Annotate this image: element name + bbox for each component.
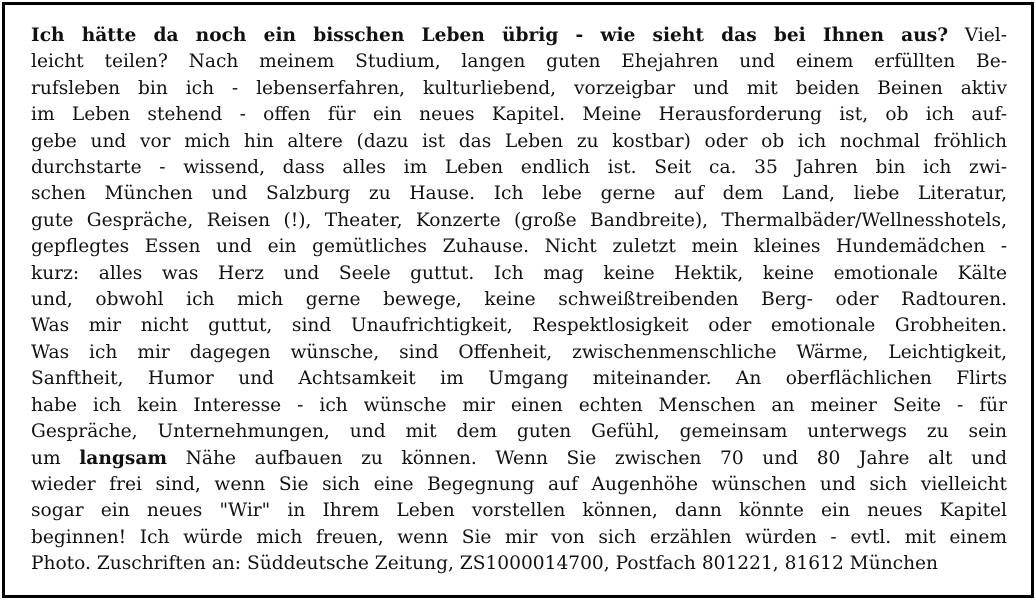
ad-line: gepflegtes Essen und ein gemütliches Zuhause. Nicht zuletzt mein kleines Hundemädchen -	[31, 236, 1007, 258]
ad-line: schen München und Salzburg zu Hause. Ich lebe gerne auf dem Land, liebe Literatur,	[31, 183, 1007, 205]
ad-line-1-rest: Viel-	[964, 25, 1007, 46]
ad-line: Was mir nicht guttut, sind Unaufrichtigkeit, Respektlosigkeit oder emotionale Grobheiten.	[31, 315, 1007, 337]
ad-line: leicht teilen? Nach meinem Studium, langen guten Ehejahren und einem erfüllten Be-	[31, 51, 1007, 73]
ad-line: und, obwohl ich mich gerne bewege, keine schweißtreibenden Berg- oder Radtouren.	[31, 289, 1007, 311]
ad-line: im Leben stehend - offen für ein neues Kapitel. Meine Herausforderung ist, ob ich auf-	[31, 104, 1007, 126]
ad-line: habe ich kein Interesse - ich wünsche mir einen echten Menschen an meiner Seite - für	[31, 394, 1007, 416]
ad-line: Gespräche, Unternehmungen, und mit dem guten Gefühl, gemeinsam unterwegs zu sein	[31, 421, 1007, 443]
ad-line-17	[31, 446, 1007, 472]
ad-emphasis-langsam: langsam	[79, 447, 168, 469]
ad-line: Was ich mir dagegen wünsche, sind Offenheit, zwischenmenschliche Wärme, Leichtigkeit,	[31, 341, 1007, 363]
ad-line: sogar ein neues "Wir" in Ihrem Leben vorstellen können, dann könnte ein neues Kapitel	[31, 500, 1007, 522]
ad-line: durchstarte - wissend, dass alles im Leben endlich ist. Seit ca. 35 Jahren bin ich zwi-	[31, 157, 1007, 179]
ad-line: kurz: alles was Herz und Seele guttut. Ich mag keine Hektik, keine emotionale Kälte	[31, 262, 1007, 284]
ad-line: rufsleben bin ich - lebenserfahren, kulturliebend, vorzeigbar und mit beiden Beinen aktiv	[31, 77, 1007, 99]
ad-line-17-post: Nähe aufbauen zu können. Wenn Sie zwischen 70 und 80 Jahre alt und	[185, 447, 1007, 469]
ad-line: gute Gespräche, Reisen (!), Theater, Konzerte (große Bandbreite), Thermalbäder/Wellnesshotels,	[31, 209, 1007, 231]
ad-line-17-pre: um	[31, 447, 61, 469]
ad-line: Sanftheit, Humor und Achtsamkeit im Umgang miteinander. An oberflächlichen Flirts	[31, 368, 1007, 390]
ad-line-1	[31, 23, 1007, 49]
ad-contact-line: Photo. Zuschriften an: Süddeutsche Zeitung, ZS1000014700, Postfach 801221, 81612 München	[31, 553, 939, 575]
ad-headline: Ich hätte da noch ein bisschen Leben übrig - wie sieht das bei Ihnen aus?	[31, 25, 949, 46]
ad-line: wieder frei sind, wenn Sie sich eine Begegnung auf Augenhöhe wünschen und sich vielleicht	[31, 473, 1007, 495]
classified-ad-frame	[2, 2, 1034, 598]
ad-line: gebe und vor mich hin altere (dazu ist das Leben zu kostbar) oder ob ich nochmal fröhlich	[31, 130, 1007, 152]
classified-ad-text	[31, 23, 1007, 578]
ad-line: beginnen! Ich würde mich freuen, wenn Sie mir von sich erzählen würden - evtl. mit einem	[31, 526, 1007, 548]
